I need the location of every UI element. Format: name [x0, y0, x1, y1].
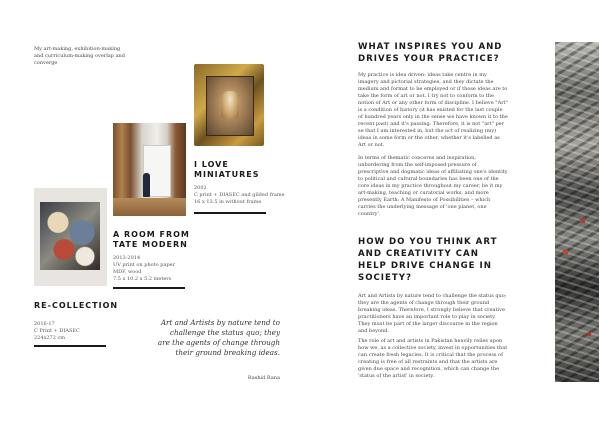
- change-paragraph-1: Art and Artists by nature tend to challenge the status quo; they are the agents of change through their ground breaking ideas. Therefore, I strongly believe that creative practitioners have an important role to play in society. They must be part of the larger discourse in the region and beyond.: [358, 293, 507, 334]
- inspires-heading: WHAT INSPIRES YOU AND DRIVES YOUR PRACTICE?: [358, 42, 503, 64]
- re-collection-title: RE-COLLECTION: [34, 301, 119, 310]
- miniatures-details: 2002 C print + DIASEC and gilded frame 16 x 13.5 in without frame: [194, 185, 285, 205]
- change-heading: HOW DO YOU THINK ART AND CREATIVITY CAN HELP DRIVE CHANGE IN SOCIETY?: [358, 237, 498, 283]
- tate-details: 2013-2014 UV print on photo paper MDF, wood 7.5 x 10.2 x 5.2 meters: [113, 255, 176, 282]
- re-collection-divider: [34, 345, 106, 347]
- collage-strip-image: [555, 42, 599, 382]
- pull-quote: Art and Artists by nature tend to challenge the status quo; they are the agents of change through their ground breaking ideas.: [157, 318, 280, 357]
- inspires-paragraph-1: My practice is idea driven: ideas take centre in my imagery and pictorial strategies, and they dictate the medium and format to be employed or if those ideas are to take the form of art or not. I try not to conform to the notion of Art or any other form of discipline. I believe "Art" is a condition of history (it has existed for the last couple of hundred years only in the sense we have known it to the recent past) and it's passing. Therefore, it is not "art" per se that I am interested in, but the act of realizing (my) ideas in some form or the other, whether it's labelled as Art or not.: [358, 72, 508, 148]
- re-collection-details: 2016-17 C Print + DIASEC 224x272 cm: [34, 321, 80, 341]
- tate-divider: [113, 287, 185, 289]
- quote-author: Rashid Rana: [247, 375, 280, 381]
- re-collection-image: [34, 188, 107, 286]
- inspires-paragraph-2: In terms of thematic concerns and inspiration, unbordering from the self-imposed pressure of prescriptive and dogmatic ideas of affiliating one's identity to political and cultural boundaries has been one of the core ideas in my practice throughout my career, be it my art-making, teaching or curatorial works, and more presently Earth: A Manifesto of Possibilities – which carries the underlying message of 'one planet, one country'.: [358, 155, 508, 217]
- intro-text: My art-making, exhibition-making and curriculum-making overlap and converge: [34, 46, 125, 66]
- tate-title: A ROOM FROM TATE MODERN: [113, 230, 190, 249]
- miniature-painting-image: [194, 64, 264, 146]
- tate-modern-room-image: [113, 123, 186, 216]
- miniatures-title: I LOVE MINIATURES: [194, 160, 260, 179]
- miniatures-divider: [194, 212, 266, 214]
- change-paragraph-2: The role of art and artists in Pakistan heavily relies upon how we, as a collective society, invest in opportunities that can create fresh legacies. It is critical that the process of creating is free of all restraints and that the artists are given due space and recognition, which can change the 'status of the artist' in society.: [358, 338, 508, 379]
